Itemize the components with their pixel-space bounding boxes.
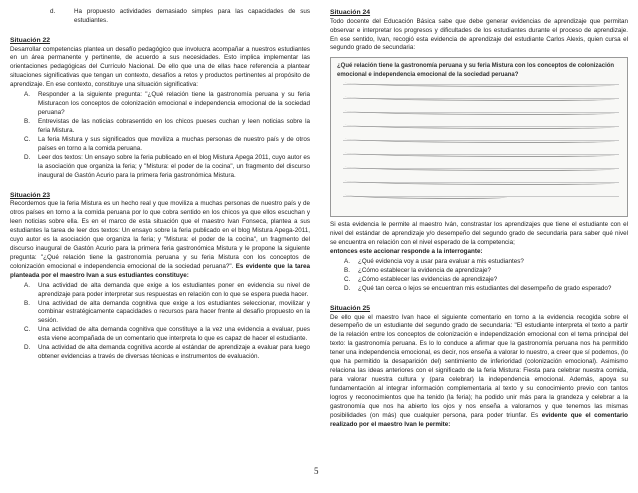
option-label: D. — [24, 153, 31, 161]
option-text: Una actividad de alta demanda cognitiva acorde al estándar de aprendizaje a evaluar para luego obtener evidencias a través de diversas técnicas e instrumentos de evaluación. — [38, 344, 310, 361]
option-label: D. — [344, 284, 351, 292]
situation-23-question: Es evidente que la tarea planteada por el maestro Ivan a sus estudiantes constituye: — [10, 262, 311, 279]
handwriting-stroke — [345, 94, 615, 101]
option-label: A. — [24, 281, 30, 289]
handwriting-stroke — [345, 108, 615, 115]
situation-22-options — [10, 91, 310, 180]
option-d — [10, 154, 310, 181]
situation-25-title: Situación 25 — [330, 304, 371, 312]
handwriting-stroke — [345, 122, 615, 129]
option-label: B. — [24, 299, 30, 307]
situation-23-text: Recordemos que la feria Mistura es un hecho real y que moviliza a muchas personas de nuestro país y de otros países en torno a la comida peruana por lo que cobra sentido en los chicos ya que ellos escuchan y leen noticias sobre ella. Es en el marco de esta situación que el maestro Ivan Fonseca, plantea a sus estudiantes la tarea de leer dos textos: Un ensayo sobre la feria publicado en el blog Mistura Apega-2011, cuyo autor es la asociación que organiza la feria; y "Mistura: el poder de la cocina", un fragmento del discurso inaugural de Gastón Acurio para la primera feria gastronómica Mistura y le propone la siguiente pregunta: "¿Qué relación tiene la gastronomía peruana y su feria Mistura con los conceptos de colonización emocional e independencia emocional de la sociedad peruana?". — [10, 200, 310, 270]
option-c — [10, 136, 310, 154]
option-text: Leer dos textos: Un ensayo sobre la feria publicado en el blog Mistura Apega 2011, cuyo autor es la asociación que organiza la feria; y "Mistura: el poder de la cocina", un fragmento del discurso inaugural de Gastón Acurio para la primera feria gastronómica Mistura. — [38, 153, 310, 179]
option-label: A. — [24, 91, 30, 99]
option-b — [10, 118, 310, 136]
situation-23-body — [10, 200, 310, 280]
option-label: A. — [344, 258, 350, 266]
handwriting-stroke — [345, 178, 615, 185]
handwriting-stroke — [345, 150, 615, 157]
left-column — [10, 8, 310, 362]
option-b — [330, 267, 628, 276]
handwriting-stroke — [345, 80, 615, 87]
situation-24-options — [330, 258, 628, 294]
situation-22-title: Situación 22 — [10, 36, 51, 44]
option-a — [330, 258, 628, 267]
option-text: Una actividad de alta demanda que exige a los estudiantes poner en evidencia su nivel de aprendizaje para poder interpretar sus respuestas en relación con lo que se espera pueda hacer. — [38, 281, 310, 298]
option-b — [10, 300, 310, 327]
option-text: Una actividad de alta demanda cognitiva que constituye a la vez una evidencia a evaluar, pues esta viene acompañada de un comentario que interpreta lo que es capaz de hacer el estudiante. — [38, 326, 310, 343]
situation-23-options — [10, 282, 310, 362]
option-label: D. — [24, 344, 31, 352]
option-label: C. — [24, 326, 31, 334]
right-column — [330, 8, 628, 430]
option-text: ¿Qué tan cerca o lejos se encuentran mis estudiantes del desempeño de grado esperado? — [358, 284, 612, 292]
option-label: d. — [50, 8, 56, 15]
option-text: ¿Qué evidencia voy a usar para evaluar a mis estudiantes? — [358, 258, 524, 266]
option-text: Entrevistas de las noticias cobrasentido en los chicos pueses cuchan y leen noticias sobre la feria Mistura. — [38, 118, 310, 134]
situation-23-title: Situación 23 — [10, 191, 51, 199]
situation-22-body: Desarrollar competencias plantea un desafío pedagógico que involucra acompañar a nuestros estudiantes en un área permanente y pertinente, de acuerdo a sus necesidades. Esto implica implementar las orientaciones pedagógicas del Currículo Nacional. De ello que una de ellas hace referencia a plantear situaciones significativas que tengan un contexto, desafíos a retos y productos pertinentes al propósito de aprendizaje. En ese contexto, constituye una situación significativa: — [10, 45, 310, 89]
option-c — [10, 326, 310, 344]
option-text: ¿Cómo establecer las evidencias de aprendizaje? — [358, 276, 498, 284]
handwritten-evidence-image — [330, 57, 628, 217]
option-text: Una actividad de alta demanda cognitiva que exige a los estudiantes seleccionar, movilizar y combinar estratégicamente capacidades o recursos para hacer frente al desafío propuesto en la sesión. — [38, 299, 310, 325]
situation-24-question: entonces este accionar responde a la interrogante: — [330, 248, 483, 256]
option-d — [330, 285, 628, 294]
situation-25-body — [330, 314, 628, 430]
option-text: Ha propuesto actividades demasiado simples para las capacidades de sus estudiantes. — [74, 8, 310, 24]
option-text: Responder a la siguiente pregunta: "¿Qué relación tiene la gastronomía peruana y su feria Misturacon los conceptos de colonización emocional e independencia emocional de la sociedad peruana? — [38, 91, 310, 117]
situation-25-question: evidente que el comentario realizado por el maestro Ivan le permite: — [330, 411, 629, 428]
evidence-question: ¿Qué relación tiene la gastronomía peruana y su feria Mistura con los conceptos de colonización emocional e independencia emocional de la sociedad peruana? — [337, 63, 615, 78]
previous-question-option-d — [10, 8, 310, 26]
situation-24-after: Si esta evidencia le permite al maestro Iván, constrastar los aprendizajes que tiene el estudiante con el nivel del estándar de aprendizaje y/o desempeño del segundo grado de secundaria para saber qué nivel se encuentra en relación con el nivel esperado de la competencia; — [330, 221, 628, 247]
handwriting-stroke — [345, 192, 507, 199]
situation-24-body: Todo docente del Educación Básica sabe que debe generar evidencias de aprendizaje que permitan observar e interpretar los progresos y dificultades de los estudiantes durante el proceso de aprendizaje. En ese sentido, Ivan, recogió esta evidencia de aprendizaje del estudiante Carlos Alexis, quien cursa el segundo grado de secundaria: — [330, 17, 628, 52]
handwriting-stroke — [345, 136, 615, 143]
option-c — [330, 276, 628, 285]
option-text: ¿Cómo establecer la evidencia de aprendizaje? — [358, 267, 492, 275]
option-label: B. — [24, 118, 30, 126]
handwriting-stroke — [345, 164, 615, 171]
option-label: B. — [344, 267, 350, 275]
option-a — [10, 282, 310, 300]
option-a — [10, 91, 310, 118]
situation-25-text: De ello que el maestro Ivan hace el siguiente comentario en torno a la evidencia recogida sobre el desempeño de un estudiante del segundo grado de secundaria: "El estudiante interpreta el texto a partir de la relación entre los conceptos de colonización e independización emocional con el tema principal del texto: la gastronomía peruana. Es lo lo conduce a afirmar que la gastronomía peruana nos ha permitido tener una independencia emocional, es decir, nos enseña a valorar lo nuestro, a creer que sí podemos, (lo que ha permitido la desaparición del) sentimiento de inferioridad (colonización emocional). Asimismo relaciona las ideas anteriores con el significado de la feria Mistura: Fiesta para celebrar nuestra comida, para valorar nuestra cultura y (para celebrar) la independencia emocional. Además, apoya su fundamentación al integrar información complementaria al texto y su conocimiento previo con tantos logros y reconocimientos que ha tenido (la feria); ha podido unir más para la grandeza y celebrar a la gastronomía que nos ha abierto los ojos y nos enseña a valorarnos y que tenemos las mismas posibilidades (on más) que cualquier persona, para poder triunfar. Es — [330, 313, 628, 419]
option-label: C. — [344, 276, 351, 284]
option-d — [10, 344, 310, 362]
page-number: 5 — [314, 466, 319, 476]
option-label: C. — [24, 135, 31, 143]
situation-24-title: Situación 24 — [330, 9, 371, 16]
option-text: La feria Mistura y sus significados que moviliza a muchas personas de nuestro país y de otros países en torno a la comida peruana. — [38, 135, 310, 152]
